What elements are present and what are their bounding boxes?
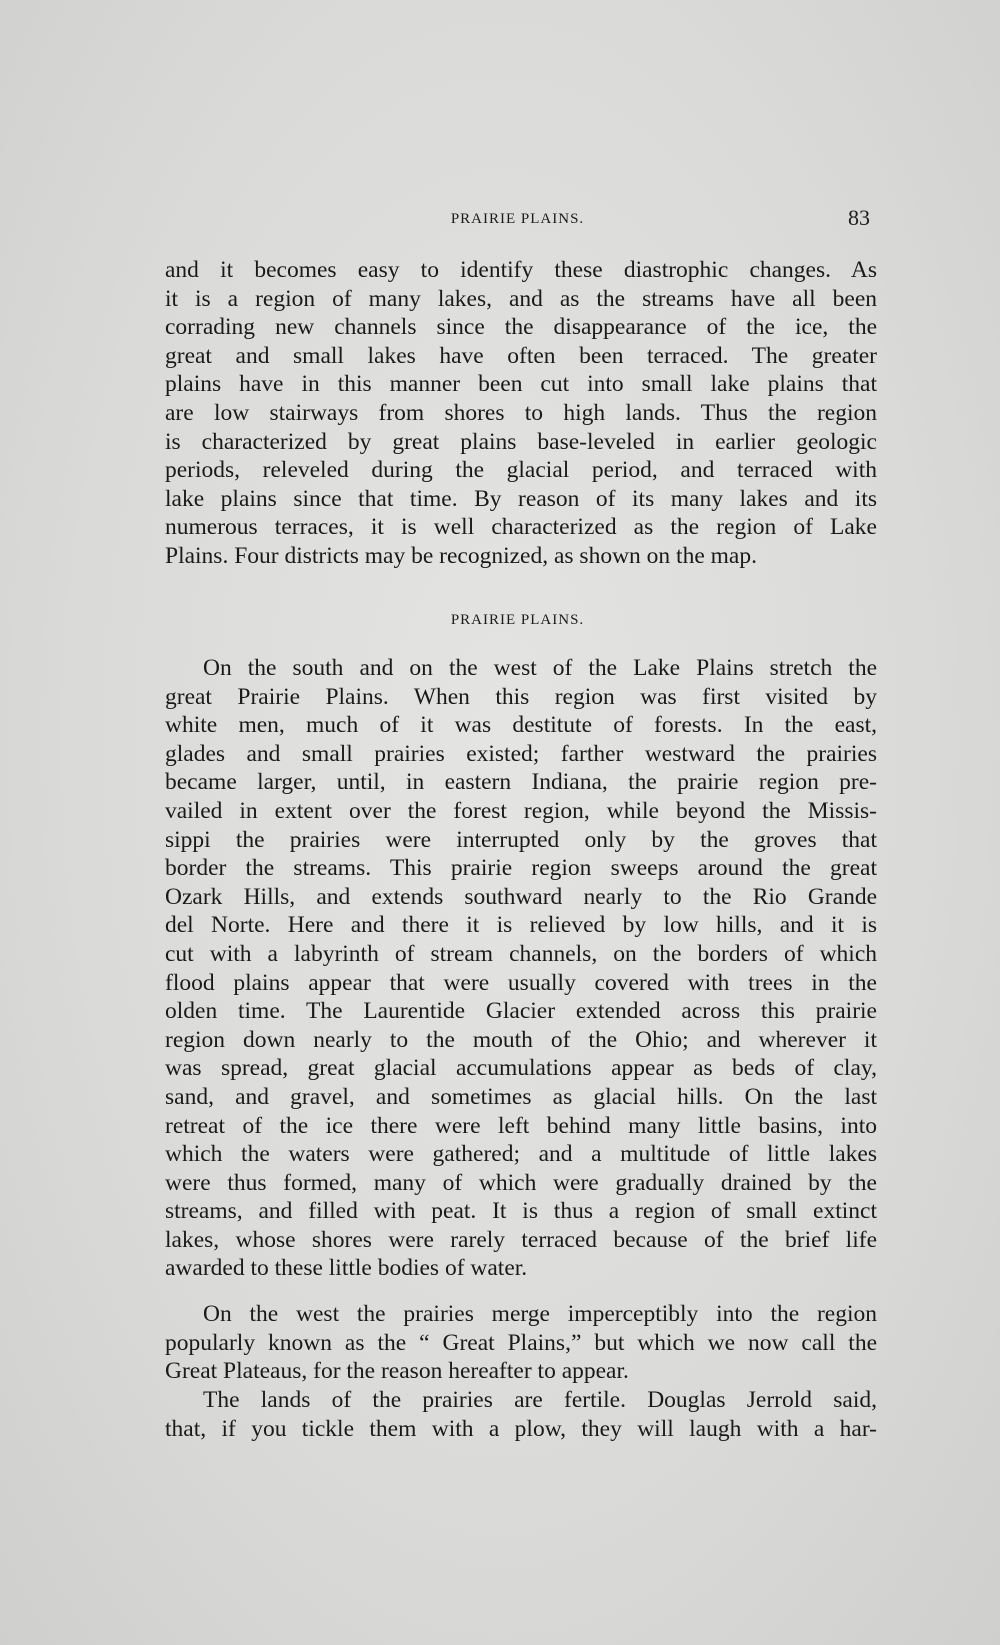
text-line: sand, and gravel, and sometimes as glacial hills. On the last	[165, 1083, 877, 1110]
text-line: Ozark Hills, and extends southward nearly to the Rio Grande	[165, 883, 877, 910]
text-line: Plains. Four districts may be recognized, as shown on the map.	[165, 542, 757, 569]
text-line: awarded to these little bodies of water.	[165, 1255, 528, 1282]
text-line: periods, releveled during the glacial period, and terraced with	[165, 457, 877, 484]
text-line: On the south and on the west of the Lake Plains stretch the	[203, 655, 877, 681]
text-line: it is a region of many lakes, and as the streams have all been	[165, 285, 877, 312]
text-line: On the west the prairies merge imperceptibly into the region	[203, 1301, 877, 1327]
text-line: popularly known as the “ Great Plains,” but which we now call the	[165, 1329, 877, 1356]
running-head	[165, 205, 870, 235]
text-line: cut with a labyrinth of stream channels, on the borders of which	[165, 940, 877, 967]
text-line: del Norte. Here and there it is relieved by low hills, and it is	[165, 912, 877, 939]
text-line: The lands of the prairies are fertile. Douglas Jerrold said,	[203, 1387, 877, 1413]
text-line: sippi the prairies were interrupted only by the groves that	[165, 826, 877, 853]
text-line: lake plains since that time. By reason of its many lakes and its	[165, 485, 877, 512]
text-line: numerous terraces, it is well characterized as the region of Lake	[165, 514, 877, 541]
paragraph-great-plains	[165, 1300, 877, 1386]
text-line: white men, much of it was destitute of forests. In the east,	[165, 712, 877, 739]
text-line: flood plains appear that were usually covered with trees in the	[165, 969, 877, 996]
text-line: olden time. The Laurentide Glacier extended across this prairie	[165, 998, 877, 1025]
text-line: corrading new channels since the disappearance of the ice, the	[165, 314, 877, 341]
text-line: region down nearly to the mouth of the Ohio; and wherever it	[165, 1026, 877, 1053]
text-line: border the streams. This prairie region sweeps around the great	[165, 855, 877, 882]
text-line: were thus formed, many of which were gradually drained by the	[165, 1169, 877, 1196]
text-line: plains have in this manner been cut into small lake plains that	[165, 371, 877, 398]
text-line: is characterized by great plains base-leveled in earlier geologic	[165, 428, 877, 455]
text-line: streams, and filled with peat. It is thus a region of small extinct	[165, 1198, 877, 1225]
text-line: that, if you tickle them with a plow, they will laugh with a har-	[165, 1415, 877, 1442]
text-line: great and small lakes have often been terraced. The greater	[165, 342, 877, 369]
paragraph-lake-plains-conclusion	[165, 256, 877, 571]
paragraph-fertile-lands	[165, 1386, 877, 1443]
text-line: Great Plateaus, for the reason hereafter to appear.	[165, 1358, 629, 1385]
text-line: are low stairways from shores to high lands. Thus the region	[165, 399, 877, 426]
text-line: vailed in extent over the forest region, while beyond the Missis-	[165, 797, 877, 824]
page-number: 83	[848, 205, 870, 230]
text-line: which the waters were gathered; and a multitude of little lakes	[165, 1141, 877, 1168]
paragraph-prairie-plains	[165, 654, 877, 1283]
text-line: great Prairie Plains. When this region was first visited by	[165, 683, 877, 710]
text-line: was spread, great glacial accumulations appear as beds of clay,	[165, 1055, 877, 1082]
section-heading: PRAIRIE PLAINS.	[450, 612, 585, 628]
text-line: lakes, whose shores were rarely terraced because of the brief life	[165, 1226, 877, 1253]
running-title: PRAIRIE PLAINS.	[450, 211, 585, 227]
text-line: retreat of the ice there were left behind many little basins, into	[165, 1112, 877, 1139]
text-line: and it becomes easy to identify these diastrophic changes. As	[165, 257, 877, 283]
text-line: glades and small prairies existed; farther westward the prairies	[165, 740, 877, 767]
text-line: became larger, until, in eastern Indiana, the prairie region pre-	[165, 769, 877, 796]
